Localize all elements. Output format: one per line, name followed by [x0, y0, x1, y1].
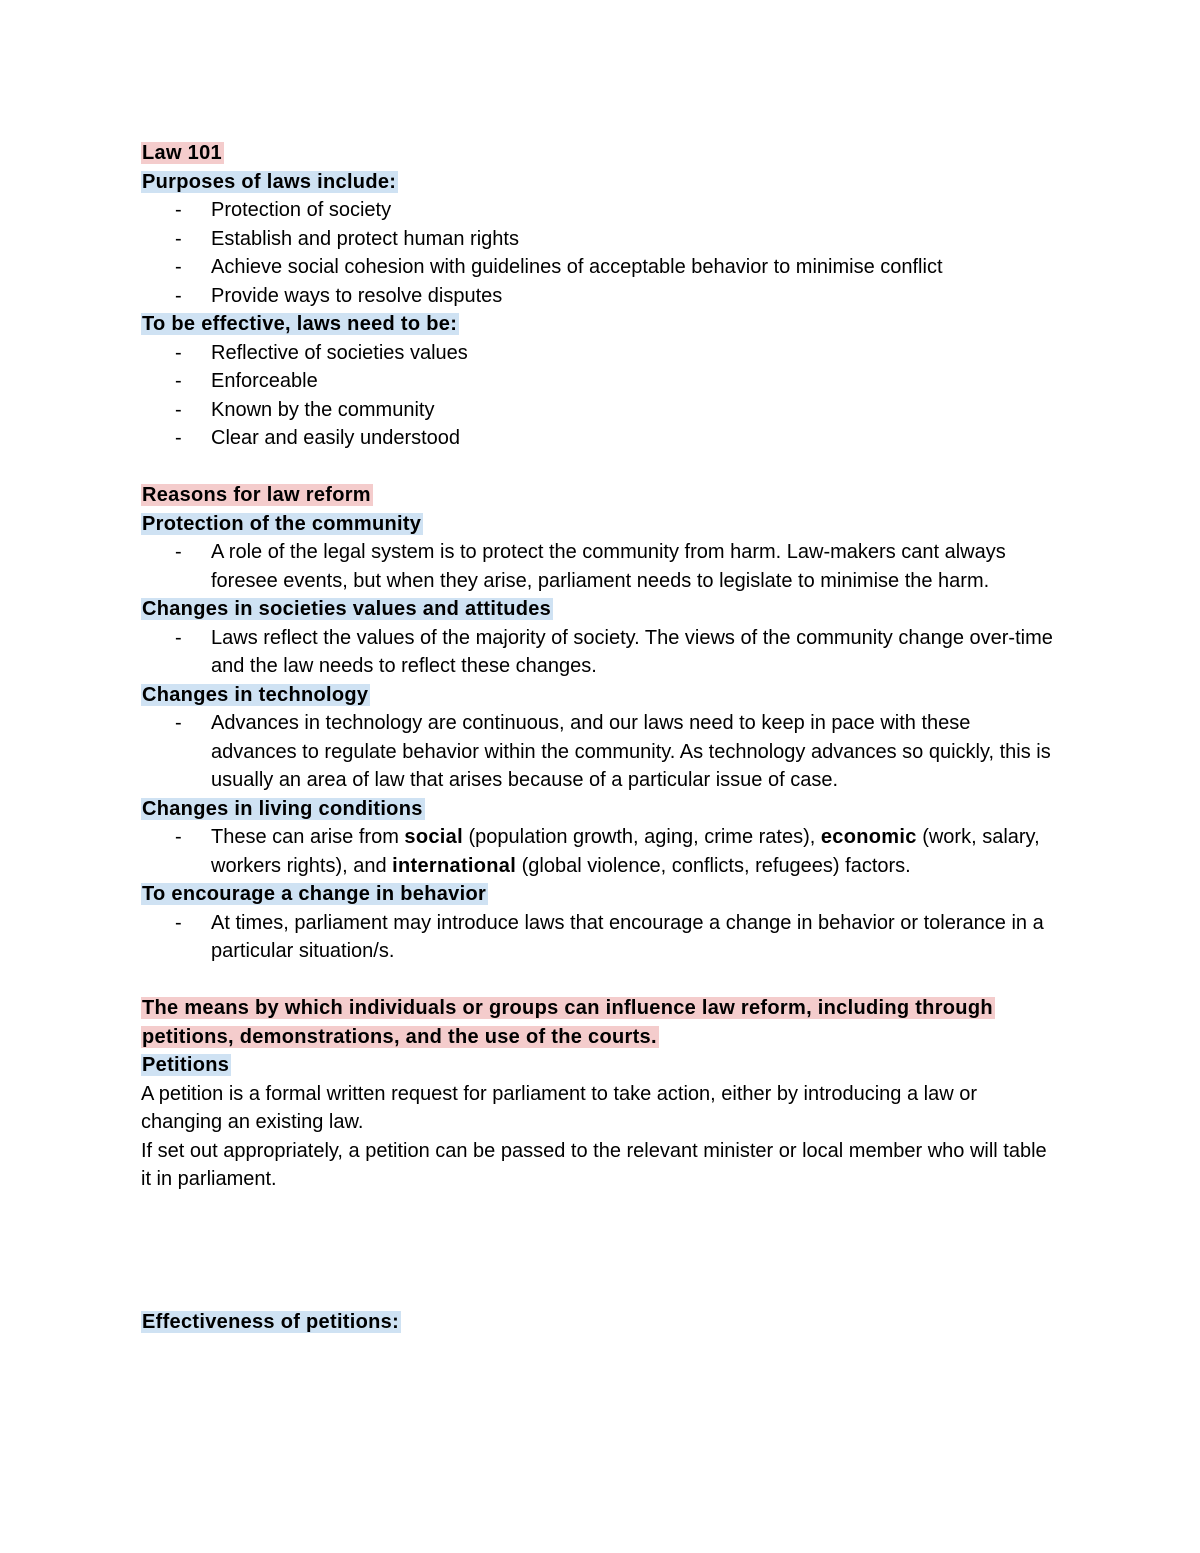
list-item: - Reflective of societies values	[175, 341, 468, 364]
community-heading: Protection of the community	[142, 512, 422, 535]
list-item: - Advances in technology are continuous, and our laws need to keep in pace with these advances to regulate behavior within the community. As technology advances so quickly, this is usually an area of law that arises because of a particular issue of case.	[175, 712, 1051, 791]
spacer	[141, 453, 1061, 482]
petitions-paragraph: If set out appropriately, a petition can be passed to the relevant minister or local member who will table it in parliament.	[141, 1139, 1047, 1190]
doc-title: Law 101	[142, 142, 222, 164]
list-item: - Known by the community	[175, 398, 435, 421]
behavior-list	[141, 909, 1061, 966]
means-heading: The means by which individuals or groups can influence law reform, including through	[142, 997, 993, 1019]
effective-list	[141, 339, 1061, 453]
petitions-heading: Petitions	[142, 1054, 230, 1076]
list-item: - Laws reflect the values of the majority of society. The views of the community change over-time and the law needs to reflect these changes.	[175, 626, 1053, 677]
effective-heading: To be effective, laws need to be:	[142, 313, 458, 335]
list-item: - Establish and protect human rights	[175, 227, 519, 250]
effectiveness-heading: Effectiveness of petitions:	[142, 1310, 400, 1333]
reform-heading: Reasons for law reform	[142, 484, 371, 506]
spacer	[141, 966, 1061, 995]
means-heading-cont: petitions, demonstrations, and the use of the courts.	[142, 1025, 657, 1048]
list-item: - Protection of society	[175, 199, 392, 221]
values-heading: Changes in societies values and attitudes	[142, 598, 552, 620]
community-list	[141, 538, 1061, 595]
spacer	[141, 1194, 1061, 1308]
list-item: - These can arise from social (population growth, aging, crime rates), economic (work, salary, workers rights), and international (global violence, conflicts, refugees) factors.	[175, 826, 1040, 877]
list-item: - Clear and easily understood	[175, 427, 461, 449]
values-list	[141, 624, 1061, 681]
list-item: - Provide ways to resolve disputes	[175, 284, 503, 307]
document-body	[141, 139, 1061, 1336]
living-list	[141, 823, 1061, 880]
list-item: - A role of the legal system is to protect the community from harm. Law-makers cant always foresee events, but when they arise, parliament needs to legislate to minimise the harm.	[175, 541, 1006, 592]
purposes-heading: Purposes of laws include:	[142, 170, 397, 193]
behavior-heading: To encourage a change in behavior	[142, 883, 487, 905]
list-item: - Enforceable	[175, 370, 318, 392]
technology-heading: Changes in technology	[142, 683, 369, 706]
living-heading: Changes in living conditions	[142, 797, 423, 820]
list-item: - Achieve social cohesion with guidelines of acceptable behavior to minimise conflict	[175, 256, 943, 278]
purposes-list	[141, 196, 1061, 310]
list-item: - At times, parliament may introduce laws that encourage a change in behavior or tolerance in a particular situation/s.	[175, 911, 1044, 962]
technology-list	[141, 709, 1061, 795]
petitions-paragraph: A petition is a formal written request for parliament to take action, either by introducing a law or changing an existing law.	[141, 1082, 977, 1133]
